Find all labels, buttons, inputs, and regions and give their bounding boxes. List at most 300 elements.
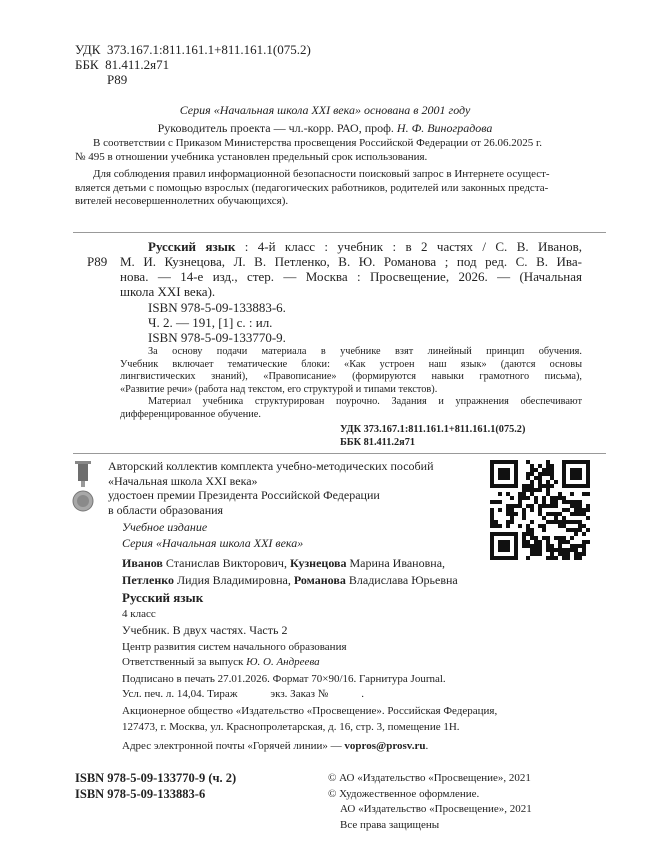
qr-module — [534, 476, 538, 480]
responsible-prefix: Ответственный за выпуск — [122, 656, 247, 668]
qr-module — [538, 480, 542, 484]
card-isbn-part: ISBN 978-5-09-133770-9. — [148, 330, 286, 345]
qr-module — [490, 524, 494, 528]
qr-module — [514, 484, 518, 488]
annotation-line: Материал учебника структурирован поурочно. Задания и упражнения обеспечивают — [148, 396, 582, 408]
qr-module — [506, 524, 510, 528]
bbk-label: ББК — [75, 57, 99, 72]
author-name: Лидия Владимировна, — [173, 572, 294, 587]
qr-module — [530, 536, 534, 540]
publisher — [122, 705, 497, 734]
notice-line: вителей несовершеннолетних обучающихся). — [75, 195, 289, 207]
qr-module — [510, 516, 514, 520]
qr-module — [506, 540, 510, 544]
qr-module — [578, 544, 582, 548]
card-line: М. И. Кузнецова, Л. В. Петленко, В. Ю. Романова ; под ред. С. В. Ива- — [120, 254, 582, 269]
hotline-email[interactable]: vopros@prosv.ru — [344, 740, 426, 752]
qr-module — [538, 464, 542, 468]
qr-module — [538, 544, 542, 548]
qr-module — [566, 556, 570, 560]
qr-module — [562, 540, 566, 544]
qr-module — [514, 460, 518, 464]
print-line: Подписано в печать 27.01.2026. Формат 70×90/16. Гарнитура Journal. — [122, 673, 446, 685]
qr-module — [542, 536, 546, 540]
qr-module — [570, 460, 574, 464]
qr-module — [502, 484, 506, 488]
qr-module — [502, 468, 506, 472]
qr-module — [534, 536, 538, 540]
qr-module — [574, 552, 578, 556]
qr-module — [498, 540, 502, 544]
qr-module — [554, 516, 558, 520]
qr-module — [550, 500, 554, 504]
qr-module — [530, 472, 534, 476]
qr-module — [546, 540, 550, 544]
qr-module — [550, 504, 554, 508]
qr-module — [546, 548, 550, 552]
qr-module — [490, 476, 494, 480]
qr-module — [510, 512, 514, 516]
notice-line: № 495 в отношении учебника установлен предельный срок использования. — [75, 150, 428, 163]
qr-module — [506, 544, 510, 548]
footer-isbn — [75, 771, 236, 802]
qr-module — [550, 496, 554, 500]
qr-module — [570, 468, 574, 472]
qr-module — [530, 492, 534, 496]
qr-module — [514, 468, 518, 472]
qr-module — [582, 532, 586, 536]
qr-module — [542, 472, 546, 476]
qr-module — [502, 540, 506, 544]
copyrights — [328, 771, 532, 833]
qr-module — [506, 548, 510, 552]
qr-module — [506, 468, 510, 472]
award-line: «Начальная школа XXI века» — [108, 473, 258, 488]
qr-module — [546, 488, 550, 492]
qr-module — [510, 484, 514, 488]
qr-module — [546, 544, 550, 548]
qr-module — [562, 496, 566, 500]
card-line: школа XXI века). — [120, 284, 216, 299]
qr-module — [570, 548, 574, 552]
qr-module — [562, 556, 566, 560]
qr-module — [570, 484, 574, 488]
qr-module — [514, 476, 518, 480]
qr-module — [530, 468, 534, 472]
qr-module — [510, 496, 514, 500]
qr-module — [582, 460, 586, 464]
qr-module — [502, 472, 506, 476]
publisher-line: Акционерное общество «Издательство «Просвещение». Российская Федерация, — [122, 705, 498, 717]
qr-module — [582, 508, 586, 512]
qr-module — [490, 520, 494, 524]
qr-module — [570, 544, 574, 548]
qr-module — [586, 480, 590, 484]
qr-module — [534, 544, 538, 548]
qr-module — [530, 532, 534, 536]
qr-module — [522, 544, 526, 548]
qr-module — [570, 472, 574, 476]
qr-module — [498, 556, 502, 560]
qr-module — [538, 472, 542, 476]
card-part: Ч. 2. — 191, [1] с. : ил. — [148, 315, 273, 330]
qr-module — [570, 504, 574, 508]
qr-module — [526, 496, 530, 500]
qr-module — [494, 484, 498, 488]
qr-module — [498, 484, 502, 488]
qr-module — [562, 520, 566, 524]
qr-module — [578, 504, 582, 508]
qr-module — [582, 552, 586, 556]
qr-module — [562, 476, 566, 480]
author-name: Станислав Викторович, — [162, 556, 290, 570]
copyright-line: © Художественное оформление. — [328, 787, 480, 800]
qr-module — [570, 476, 574, 480]
qr-module — [562, 484, 566, 488]
hotline — [122, 740, 428, 754]
qr-module — [586, 528, 590, 532]
qr-module — [582, 548, 586, 552]
qr-module — [522, 512, 526, 516]
qr-module — [518, 500, 522, 504]
qr-module — [554, 548, 558, 552]
qr-module — [582, 484, 586, 488]
project-lead-prefix: Руководитель проекта — чл.-корр. РАО, проф. — [157, 121, 394, 135]
qr-module — [530, 520, 534, 524]
qr-module — [566, 484, 570, 488]
qr-module — [546, 504, 550, 508]
qr-code[interactable] — [490, 460, 590, 565]
qr-module — [506, 532, 510, 536]
qr-module — [538, 476, 542, 480]
qr-module — [578, 460, 582, 464]
qr-module — [578, 512, 582, 516]
award-line: Авторский коллектив комплекта учебно-методических пособий — [108, 459, 434, 473]
qr-module — [502, 532, 506, 536]
qr-module — [546, 464, 550, 468]
card-isbn-set: ISBN 978-5-09-133883-6. — [148, 300, 286, 315]
qr-module — [510, 504, 514, 508]
qr-module — [538, 540, 542, 544]
qr-module — [522, 508, 526, 512]
qr-module — [578, 524, 582, 528]
qr-module — [526, 544, 530, 548]
card-line: нова. — 14-е изд., стер. — Москва : Просвещение, 2026. — (Начальная — [120, 269, 582, 284]
qr-module — [498, 548, 502, 552]
qr-module — [542, 496, 546, 500]
qr-module — [550, 464, 554, 468]
isbn-part: ISBN 978-5-09-133770-9 (ч. 2) — [75, 771, 237, 785]
qr-module — [530, 464, 534, 468]
qr-module — [498, 468, 502, 472]
card-bbk: ББК 81.411.2я71 — [340, 437, 415, 448]
qr-module — [574, 460, 578, 464]
qr-module — [510, 556, 514, 560]
copyright-line: Все права защищены — [340, 818, 440, 831]
award-line: удостоен премии Президента Российской Федерации — [108, 488, 380, 502]
qr-module — [562, 500, 566, 504]
author-surname: Кузнецова — [289, 556, 347, 570]
card-line: : 4-й класс : учебник : в 2 частях / С. В. Иванов, — [235, 239, 582, 254]
annotation-line: За основу подачи материала в учебнике взят линейный принцип обучения. — [148, 346, 582, 357]
qr-module — [526, 476, 530, 480]
qr-module — [562, 552, 566, 556]
qr-module — [570, 536, 574, 540]
qr-module — [526, 484, 530, 488]
qr-module — [542, 528, 546, 532]
qr-module — [526, 528, 530, 532]
qr-module — [582, 492, 586, 496]
qr-module — [526, 556, 530, 560]
qr-module — [578, 508, 582, 512]
qr-module — [514, 544, 518, 548]
notice-line: вляется детьми с помощью взрослых (педагогических работников, родителей или законных предста- — [75, 181, 549, 194]
qr-module — [518, 496, 522, 500]
qr-module — [506, 484, 510, 488]
qr-module — [574, 508, 578, 512]
udk-label: УДК — [75, 42, 101, 57]
qr-module — [574, 544, 578, 548]
qr-module — [562, 548, 566, 552]
qr-module — [578, 552, 582, 556]
qr-module — [586, 516, 590, 520]
qr-module — [538, 488, 542, 492]
qr-module — [558, 492, 562, 496]
notice-line: В соответствии с Приказом Министерства просвещения Российской Федерации от 26.06.2025 г. — [93, 137, 543, 149]
qr-module — [574, 500, 578, 504]
qr-module — [506, 476, 510, 480]
udk-line — [75, 42, 311, 57]
qr-module — [530, 552, 534, 556]
qr-module — [554, 556, 558, 560]
qr-module — [586, 460, 590, 464]
qr-module — [570, 500, 574, 504]
annotation-line: Учебник включает тематические блоки: «Как устроен наш язык» (даются основы — [120, 358, 582, 370]
qr-module — [554, 480, 558, 484]
qr-module — [538, 552, 542, 556]
qr-module — [558, 524, 562, 528]
qr-module — [546, 536, 550, 540]
qr-module — [542, 504, 546, 508]
qr-module — [526, 488, 530, 492]
qr-module — [550, 476, 554, 480]
qr-module — [514, 556, 518, 560]
qr-module — [574, 504, 578, 508]
qr-module — [546, 492, 550, 496]
qr-module — [498, 544, 502, 548]
usage-notice — [75, 137, 542, 164]
publisher-line: 127473, г. Москва, ул. Краснопролетарская, д. 16, стр. 3, помещение 1Н. — [122, 720, 460, 733]
qr-module — [570, 512, 574, 516]
qr-module — [534, 548, 538, 552]
qr-module — [518, 504, 522, 508]
qr-module — [522, 536, 526, 540]
qr-module — [542, 516, 546, 520]
qr-module — [538, 484, 542, 488]
qr-module — [586, 492, 590, 496]
qr-module — [510, 460, 514, 464]
print-info — [122, 673, 446, 701]
edition-type: Учебное издание — [122, 520, 208, 534]
responsible-name: Ю. О. Андреева — [246, 656, 320, 668]
qr-module — [586, 464, 590, 468]
qr-module — [490, 468, 494, 472]
qr-module — [578, 556, 582, 560]
qr-module — [566, 528, 570, 532]
qr-module — [502, 460, 506, 464]
divider — [73, 453, 606, 454]
qr-module — [498, 500, 502, 504]
qr-module — [490, 556, 494, 560]
qr-module — [578, 472, 582, 476]
qr-module — [490, 472, 494, 476]
qr-module — [534, 488, 538, 492]
qr-module — [490, 532, 494, 536]
qr-module — [514, 552, 518, 556]
qr-module — [490, 516, 494, 520]
qr-module — [490, 500, 494, 504]
qr-module — [566, 540, 570, 544]
qr-module — [570, 528, 574, 532]
qr-module — [514, 540, 518, 544]
qr-module — [550, 548, 554, 552]
qr-module — [514, 532, 518, 536]
qr-module — [586, 476, 590, 480]
qr-module — [534, 500, 538, 504]
qr-module — [514, 480, 518, 484]
qr-module — [566, 460, 570, 464]
qr-module — [514, 504, 518, 508]
card-title: Русский язык — [148, 239, 236, 254]
qr-module — [538, 504, 542, 508]
qr-module — [586, 468, 590, 472]
bbk-line — [75, 57, 169, 72]
qr-module — [526, 540, 530, 544]
qr-module — [518, 524, 522, 528]
qr-module — [578, 468, 582, 472]
qr-module — [542, 524, 546, 528]
safety-notice — [75, 168, 550, 209]
qr-module — [494, 460, 498, 464]
card-udk: УДК 373.167.1:811.161.1+811.161.1(075.2) — [340, 424, 526, 435]
grade: 4 класс — [122, 608, 156, 620]
qr-module — [490, 536, 494, 540]
qr-module — [562, 480, 566, 484]
qr-module — [490, 480, 494, 484]
qr-module — [574, 476, 578, 480]
project-lead — [0, 121, 650, 136]
qr-module — [542, 468, 546, 472]
hotline-suffix: . — [425, 740, 429, 752]
qr-module — [506, 520, 510, 524]
qr-module — [562, 516, 566, 520]
qr-module — [490, 548, 494, 552]
copyright-line: АО «Издательство «Просвещение», 2021 — [340, 803, 532, 815]
qr-module — [574, 520, 578, 524]
qr-module — [534, 540, 538, 544]
notice-line: Для соблюдения правил информационной безопасности поисковый запрос в Интернете осущест- — [93, 168, 550, 180]
qr-module — [574, 528, 578, 532]
qr-module — [566, 508, 570, 512]
hotline-prefix: Адрес электронной почты «Горячей линии» — — [122, 740, 345, 752]
qr-module — [582, 544, 586, 548]
qr-module — [570, 492, 574, 496]
author-mark: Р89 — [107, 72, 128, 87]
qr-module — [586, 472, 590, 476]
qr-module — [562, 468, 566, 472]
qr-module — [514, 472, 518, 476]
qr-module — [550, 468, 554, 472]
qr-module — [538, 512, 542, 516]
award-text — [108, 459, 434, 517]
qr-module — [522, 516, 526, 520]
qr-module — [510, 520, 514, 524]
qr-module — [558, 552, 562, 556]
qr-module — [578, 484, 582, 488]
qr-module — [574, 548, 578, 552]
qr-module — [530, 508, 534, 512]
qr-module — [578, 476, 582, 480]
qr-module — [494, 520, 498, 524]
qr-module — [522, 488, 526, 492]
qr-module — [562, 524, 566, 528]
qr-module — [586, 504, 590, 508]
card-annotation — [120, 346, 582, 422]
qr-module — [522, 540, 526, 544]
qr-module — [498, 524, 502, 528]
qr-module — [498, 492, 502, 496]
qr-module — [522, 492, 526, 496]
qr-module — [530, 504, 534, 508]
qr-module — [582, 524, 586, 528]
qr-module — [526, 504, 530, 508]
qr-module — [550, 520, 554, 524]
qr-module — [562, 472, 566, 476]
qr-module — [526, 524, 530, 528]
book-type: Учебник. В двух частях. Часть 2 — [122, 623, 288, 637]
qr-module — [506, 504, 510, 508]
qr-module — [554, 504, 558, 508]
qr-module — [526, 532, 530, 536]
qr-module — [506, 508, 510, 512]
qr-module — [490, 544, 494, 548]
annotation-line: «Развитие речи» (работа над текстом, его структурой и типами текстов). — [120, 383, 438, 395]
qr-module — [550, 552, 554, 556]
qr-module — [534, 552, 538, 556]
qr-module — [506, 492, 510, 496]
copyright-line: © АО «Издательство «Просвещение», 2021 — [328, 772, 531, 784]
qr-module — [490, 464, 494, 468]
qr-module — [490, 508, 494, 512]
qr-module — [530, 484, 534, 488]
qr-module — [502, 476, 506, 480]
qr-module — [574, 484, 578, 488]
card-mark: Р89 — [87, 254, 108, 269]
author-surname: Романова — [293, 572, 346, 587]
qr-module — [546, 520, 550, 524]
catalog-card — [120, 239, 582, 299]
qr-module — [530, 488, 534, 492]
qr-module — [534, 468, 538, 472]
qr-module — [574, 468, 578, 472]
qr-module — [498, 508, 502, 512]
qr-module — [562, 536, 566, 540]
qr-module — [586, 540, 590, 544]
qr-module — [538, 508, 542, 512]
bbk-value: 81.411.2я71 — [105, 57, 170, 72]
qr-module — [546, 472, 550, 476]
annotation-line: лингвистических знаний), «Правописание» (формируются навыки грамотного письма), — [120, 371, 582, 383]
